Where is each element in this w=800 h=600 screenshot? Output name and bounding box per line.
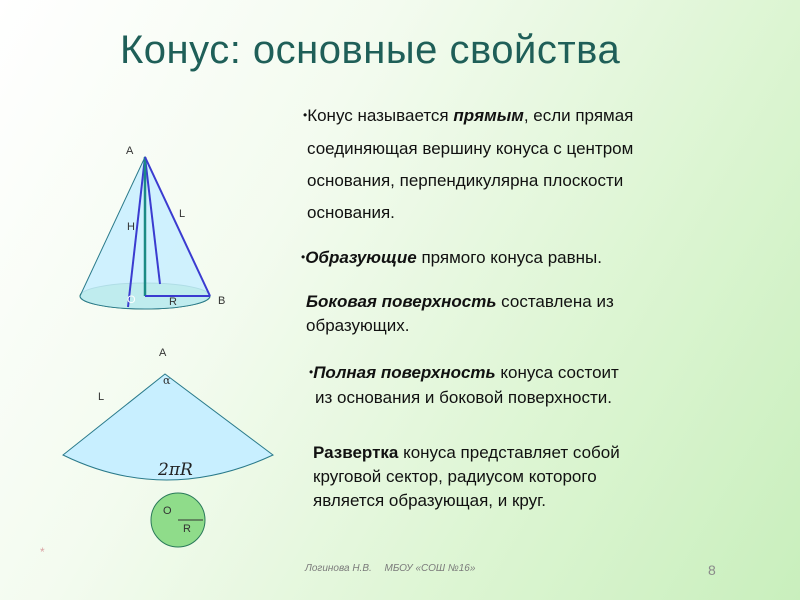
emphasis-text: Развертка [313,443,399,462]
label-center: O [127,294,136,306]
text-line: образующих. [306,316,410,335]
text-line: круговой сектор, радиусом которого [313,467,597,486]
decorative-star: * [40,545,45,559]
footer-author: Логинова Н.В. [305,563,372,574]
footer [305,563,485,574]
bullet: • [301,250,306,264]
net-label-center: O [163,505,172,517]
definition-paragraph [303,100,633,229]
text-line: основания. [307,203,395,222]
net-paragraph [313,441,620,513]
label-edge: B [218,295,226,307]
cone-diagram [70,140,250,315]
text-line: основания, перпендикулярна плоскости [307,171,624,190]
label-apex: A [126,145,134,157]
net-label-slant: L [98,391,105,403]
page-number: 8 [708,562,716,578]
emphasis-text: прямым [453,106,524,125]
emphasis-text: Боковая поверхность [306,292,497,311]
lateral-surface-paragraph [306,290,614,338]
text-line: конуса состоит [495,363,619,382]
emphasis-text: Образующие [305,248,417,267]
text-line: прямого конуса равны. [416,248,602,267]
label-slant: L [179,208,186,220]
text-line: является образующая, и круг. [313,491,547,510]
text-line: , если прямая [523,106,634,125]
label-radius: R [169,296,177,308]
label-height: H [127,221,135,233]
slide-title: Конус: основные свойства [120,28,621,72]
bullet: • [309,365,314,379]
net-label-radius: R [183,523,191,535]
net-label-apex: A [159,347,167,359]
bullet: • [303,108,308,122]
text-line: конуса представляет собой [398,443,620,462]
footer-school: МБОУ «СОШ №16» [384,563,476,574]
text-line: из основания и боковой поверхности. [315,388,612,407]
generatrix-paragraph [301,246,602,271]
total-surface-paragraph [309,361,619,410]
net-label-angle: α [163,374,171,387]
net-label-arc: 2πR [158,460,193,480]
text-line: составлена из [496,292,614,311]
emphasis-text: Полная поверхность [313,363,496,382]
cone-net-diagram [55,340,285,550]
text-line: соединяющая вершину конуса с центром [307,139,634,158]
text-line: Конус называется [307,106,454,125]
